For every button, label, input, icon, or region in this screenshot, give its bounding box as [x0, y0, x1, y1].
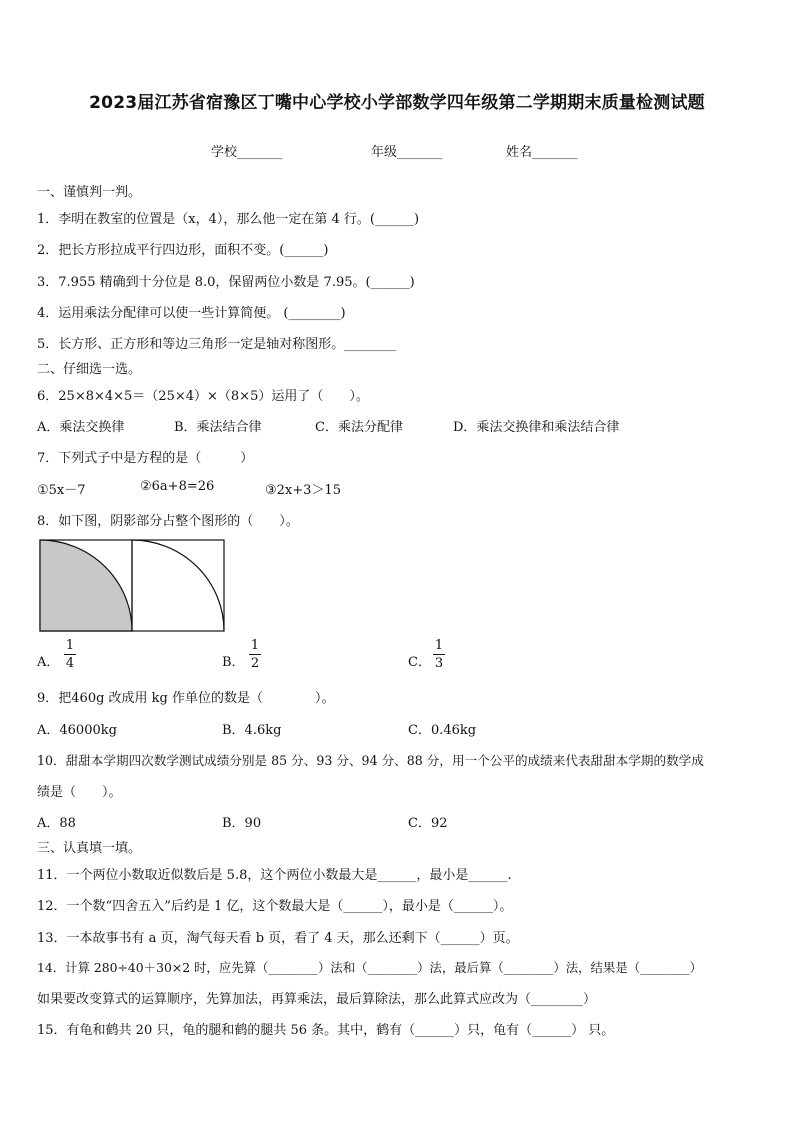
fraction-numerator: 1 [65, 638, 75, 653]
question-7: 7．下列式子中是方程的是（ ） [37, 451, 254, 466]
q10-option-a: A．88 [37, 816, 76, 831]
name-field: 姓名_______ [506, 145, 578, 160]
q7-option-1: ①5x－7 [37, 483, 86, 498]
question-10-line-1: 10．甜甜本学期四次数学测试成绩分别是 85 分、93 分、94 分、88 分，用一个公平的成绩来代表甜甜本学期的数学成 [37, 753, 704, 768]
right-square [132, 540, 224, 631]
q8-option-a-fraction [64, 638, 76, 671]
quarter-arc [132, 540, 224, 631]
question-15: 15．有龟和鹤共 20 只，龟的腿和鹤的腿共 56 条。其中，鹤有（______）只，龟有（______） 只。 [37, 1023, 615, 1038]
q10-option-c: C．92 [408, 816, 448, 831]
question-13: 13．一本故事书有 a 页，淘气每天看 b 页，看了 4 天，那么还剩下（______）页。 [37, 931, 519, 946]
q7-option-2: ②6a+8=26 [140, 479, 215, 494]
section-fill: 三、认真填一填。 [37, 841, 142, 856]
grade-field: 年级_______ [371, 145, 443, 160]
fraction-bar [433, 654, 445, 655]
question-2: 2．把长方形拉成平行四边形，面积不变。(______) [37, 243, 329, 258]
question-14-line-1: 14．计算 280÷40＋30×2 时，应先算（________）法和（________）法，最后算（________）法，结果是（________） [37, 960, 703, 975]
fraction-denominator: 4 [65, 656, 75, 671]
q6-option-c: C．乘法分配律 [315, 420, 403, 435]
fraction-numerator: 1 [434, 638, 444, 653]
q6-option-b: B．乘法结合律 [174, 420, 262, 435]
fraction-denominator: 3 [434, 656, 444, 671]
q8-option-a-label: A． [37, 655, 60, 670]
q6-option-d: D．乘法交换律和乘法结合律 [453, 420, 620, 435]
q8-option-c-fraction [433, 638, 445, 671]
question-1: 1．李明在教室的位置是（x，4），那么他一定在第 4 行。(______) [37, 212, 420, 227]
section-choose: 二、仔细选一选。 [37, 362, 142, 377]
fraction-bar [64, 654, 76, 655]
q9-option-b: B．4.6kg [222, 723, 282, 738]
question-3: 3．7.955 精确到十分位是 8.0，保留两位小数是 7.95。(______) [37, 275, 415, 290]
q8-option-b-label: B． [222, 655, 245, 670]
q7-option-3: ③2x+3＞15 [265, 483, 341, 498]
question-6: 6．25×8×4×5＝（25×4）×（8×5）运用了（ ）。 [37, 389, 369, 404]
fraction-numerator: 1 [250, 638, 260, 653]
question-11: 11．一个两位小数取近似数后是 5.8，这个两位小数最大是______，最小是______. [37, 868, 512, 883]
question-9: 9．把460g 改成用 kg 作单位的数是（ ）。 [37, 691, 335, 706]
fraction-bar [249, 654, 261, 655]
q9-option-a: A．46000kg [37, 723, 117, 738]
section-judge: 一、谨慎判一判。 [37, 185, 142, 200]
question-5: 5．长方形、正方形和等边三角形一定是轴对称图形。________ [37, 337, 397, 352]
question-14-line-2: 如果要改变算式的运算顺序，先算加法，再算乘法，最后算除法，那么此算式应改为（________） [37, 992, 597, 1007]
q8-option-c-label: C． [408, 655, 431, 670]
shaded-figure [39, 539, 225, 633]
q8-option-b-fraction [249, 638, 261, 671]
q9-option-c: C．0.46kg [408, 723, 477, 738]
fraction-denominator: 2 [250, 656, 260, 671]
q10-option-b: B．90 [222, 816, 262, 831]
question-12: 12．一个数“四舍五入”后约是 1 亿，这个数最大是（______），最小是（______）。 [37, 899, 513, 914]
question-10-line-2: 绩是（ ）。 [37, 785, 122, 800]
q6-option-a: A．乘法交换律 [37, 420, 125, 435]
exam-title: 2023届江苏省宿豫区丁嘴中心学校小学部数学四年级第二学期期末质量检测试题 [89, 93, 705, 113]
question-4: 4．运用乘法分配律可以使一些计算简便。 (________) [37, 306, 346, 321]
question-8: 8．如下图，阴影部分占整个图形的（ ）。 [37, 514, 299, 529]
school-field: 学校_______ [211, 145, 283, 160]
